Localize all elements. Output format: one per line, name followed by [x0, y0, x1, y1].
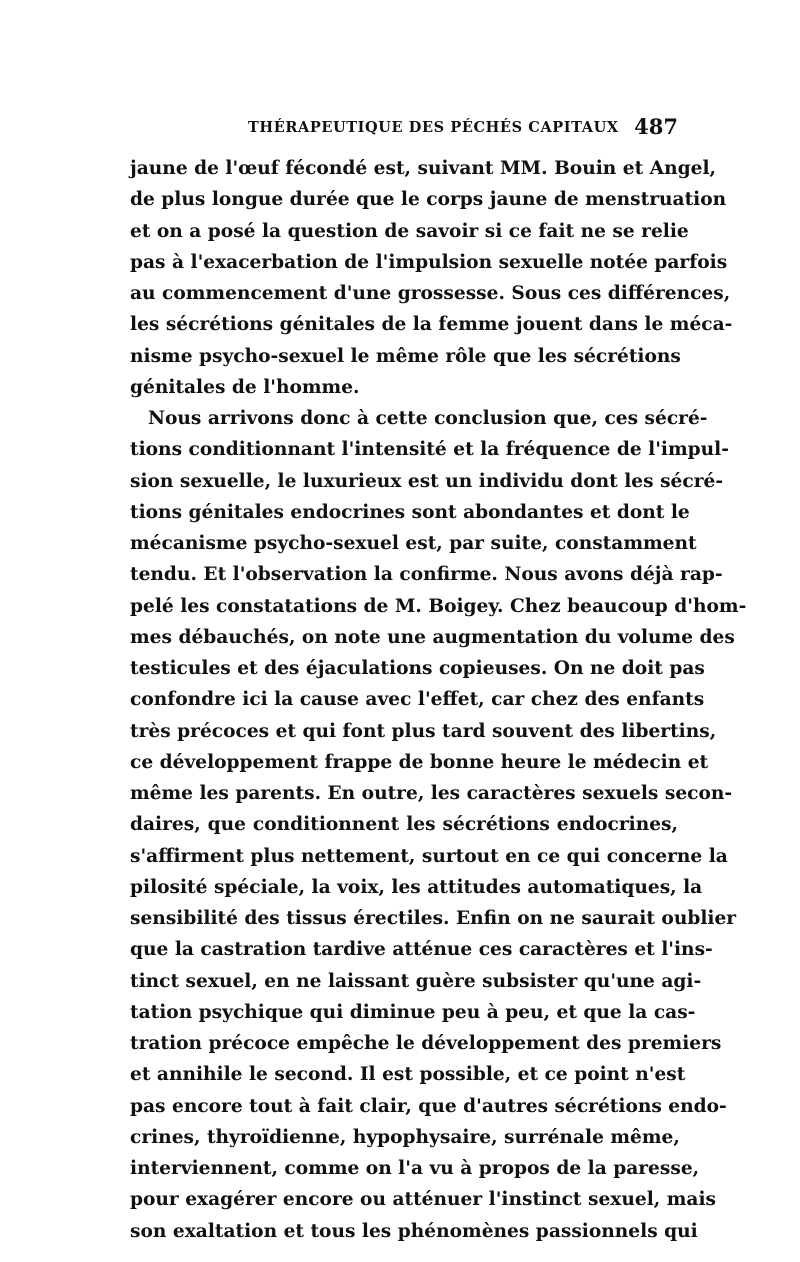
body-text [130, 153, 747, 1247]
text-line: pas encore tout à fait clair, que d'autres sécrétions endo- [130, 1095, 727, 1117]
text-line: très précoces et qui font plus tard souvent des libertins, [130, 720, 717, 742]
text-line: et on a posé la question de savoir si ce fait ne se relie [130, 220, 689, 242]
text-line: pas à l'exacerbation de l'impulsion sexuelle notée parfois [130, 251, 728, 273]
text-line: et annihile le second. Il est possible, et ce point n'est [130, 1064, 686, 1086]
text-line: pelé les constatations de M. Boigey. Chez beaucoup d'hom- [130, 595, 747, 617]
page-number: 487 [634, 114, 678, 139]
paragraph-end-line: génitales de l'homme. [130, 376, 360, 398]
text-line: confondre ici la cause avec l'effet, car chez des enfants [130, 689, 705, 711]
text-line: mes débauchés, on note une augmentation du volume des [130, 626, 735, 648]
text-line: pilosité spéciale, la voix, les attitudes automatiques, la [130, 876, 703, 898]
text-line: même les parents. En outre, les caractères sexuels secon- [130, 783, 733, 804]
text-line: sensibilité des tissus érectiles. Enfin on ne saurait oublier [130, 908, 737, 929]
text-line: ce développement frappe de bonne heure le médecin et [130, 751, 709, 773]
text-line: tinct sexuel, en ne laissant guère subsister qu'une agi- [130, 970, 702, 992]
text-line: son exaltation et tous les phénomènes passionnels qui [130, 1220, 698, 1242]
text-line: mécanisme psycho-sexuel est, par suite, constamment [130, 533, 697, 554]
text-line: tions conditionnant l'intensité et la fréquence de l'impul- [130, 439, 729, 461]
running-head [130, 114, 678, 141]
text-line: tions génitales endocrines sont abondantes et dont le [130, 501, 690, 523]
paragraph-start-line: Nous arrivons donc à cette conclusion que, ces sécré- [148, 408, 708, 429]
text-line: crines, thyroïdienne, hypophysaire, surrénale même, [130, 1126, 680, 1148]
text-line: daires, que conditionnent les sécrétions endocrines, [130, 814, 678, 836]
text-line: de plus longue durée que le corps jaune de menstruation [130, 189, 727, 211]
text-line: pour exagérer encore ou atténuer l'instinct sexuel, mais [130, 1189, 716, 1211]
text-line: les sécrétions génitales de la femme jouent dans le méca- [130, 314, 733, 336]
text-line: sion sexuelle, le luxurieux est un individu dont les sécré- [130, 470, 724, 492]
running-title: THÉRAPEUTIQUE DES PÉCHÉS CAPITAUX [248, 119, 619, 136]
text-line: nisme psycho-sexuel le même rôle que les sécrétions [130, 345, 681, 367]
text-line: tration précoce empêche le développement des premiers [130, 1033, 722, 1054]
text-line: jaune de l'œuf fécondé est, suivant MM. Bouin et Angel, [130, 158, 716, 179]
text-line: s'affirment plus nettement, surtout en ce qui concerne la [130, 845, 728, 867]
text-line: que la castration tardive atténue ces caractères et l'ins- [130, 939, 713, 961]
text-line: au commencement d'une grossesse. Sous ces différences, [130, 283, 731, 304]
text-line: interviennent, comme on l'a vu à propos de la paresse, [130, 1158, 700, 1179]
text-line: tation psychique qui diminue peu à peu, et que la cas- [130, 1001, 696, 1023]
text-line: testicules et des éjaculations copieuses. On ne doit pas [130, 658, 705, 679]
text-line: tendu. Et l'observation la confirme. Nous avons déjà rap- [130, 564, 723, 586]
